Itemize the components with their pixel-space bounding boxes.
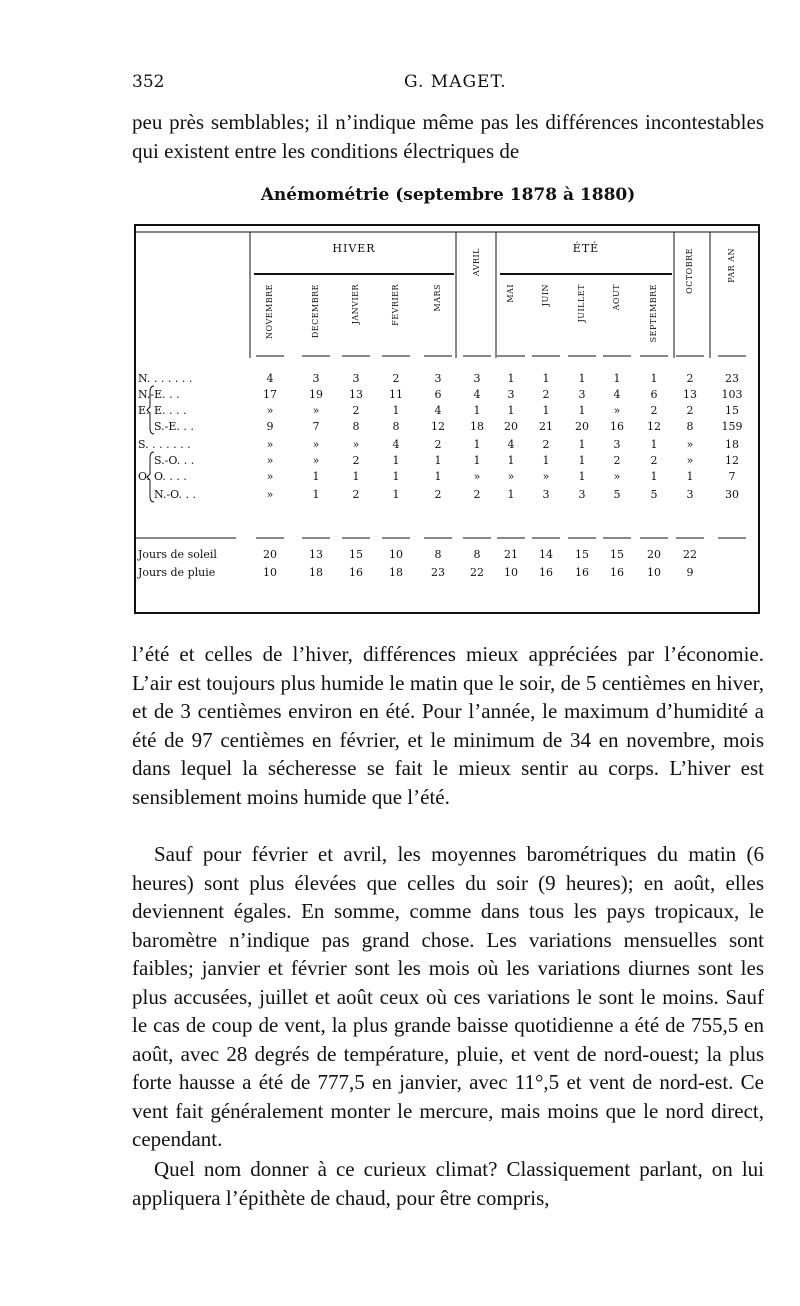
page-number: 352 (132, 72, 165, 92)
cell-r5-c12: 12 (725, 454, 739, 467)
cell-r3-c7: 21 (539, 420, 553, 433)
cell-r5-c0: » (266, 454, 274, 467)
cell-r0-c4: 3 (434, 372, 442, 385)
cell-r0-c8: 1 (578, 372, 586, 385)
cell-r0-c10: 1 (650, 372, 658, 385)
cell-r5-c6: 1 (507, 454, 515, 467)
cell-r5-c8: 1 (578, 454, 586, 467)
cell-r1-c9: 4 (613, 388, 621, 401)
cell-r2-c8: 1 (578, 404, 586, 417)
cell-r6-c3: 1 (392, 470, 400, 483)
row-label-2: E. . . . (154, 404, 187, 417)
column-header-8: JUILLET (577, 284, 586, 323)
cell-r3-c11: 8 (686, 420, 694, 433)
footer-cell-r0-c4: 8 (434, 548, 442, 561)
group-hiver: HIVER (332, 242, 376, 255)
cell-r5-c11: » (686, 454, 694, 467)
cell-r0-c11: 2 (686, 372, 694, 385)
cell-r4-c12: 18 (725, 438, 739, 451)
footer-cell-r1-c10: 10 (647, 566, 661, 579)
cell-r0-c5: 3 (473, 372, 481, 385)
row-label-0: N. . . . . . . (138, 372, 193, 385)
paragraph-barometer: Sauf pour février et avril, les moyennes barométriques du matin (6 heures) sont plus élevées que celles du soir (9 heures); en août, elles deviennent égales. En somme, comme dans tous les pays tropicaux, le baromètre n’indique pas grand chose. Les variations mensuelles sont faibles; janvier et février sont les mois où les variations diurnes sont les plus accusées, juillet et août ceux où ces variations le sont le moins. Sauf le cas de coup de vent, la plus grande baisse quotidienne a été de 755,5 en août, avec 28 degrés de température, pluie, et vent de nord-ouest; la plus forte hausse a été de 777,5 en janvier, avec 11°,5 et vent de nord-est. Ce vent fait généralement monter le mercure, mais moins que le nord direct, cependant. (132, 842, 764, 1151)
cell-r4-c0: » (266, 438, 274, 451)
column-header-12: PAR AN (727, 248, 736, 283)
cell-r2-c3: 1 (392, 404, 400, 417)
cell-r7-c9: 5 (613, 488, 621, 501)
column-header-0: NOVEMBRE (265, 284, 274, 339)
cell-r6-c0: » (266, 470, 274, 483)
cell-r1-c12: 103 (721, 388, 743, 401)
group-ete: ÉTÉ (572, 242, 600, 255)
cell-r5-c10: 2 (650, 454, 658, 467)
cell-r7-c1: 1 (312, 488, 320, 501)
column-header-7: JUIN (541, 284, 550, 307)
cell-r1-c4: 6 (434, 388, 442, 401)
cell-r1-c6: 3 (507, 388, 515, 401)
footer-cell-r1-c5: 22 (470, 566, 484, 579)
column-header-6: MAI (506, 284, 515, 303)
cell-r7-c7: 3 (542, 488, 550, 501)
cell-r4-c1: » (312, 438, 320, 451)
cell-r3-c6: 20 (504, 420, 518, 433)
cell-r2-c12: 15 (725, 404, 739, 417)
cell-r5-c1: » (312, 454, 320, 467)
cell-r0-c2: 3 (352, 372, 360, 385)
cell-r4-c6: 4 (507, 438, 515, 451)
cell-r4-c3: 4 (392, 438, 400, 451)
table-caption: Anémométrie (septembre 1878 à 1880) (260, 185, 636, 205)
cell-r6-c6: » (507, 470, 515, 483)
footer-cell-r1-c8: 16 (575, 566, 589, 579)
cell-r1-c10: 6 (650, 388, 658, 401)
footer-cell-r0-c6: 21 (504, 548, 518, 561)
footer-label-1: Jours de pluie (138, 566, 216, 579)
row-label-7: N.-O. . . (154, 488, 196, 501)
cell-r7-c10: 5 (650, 488, 658, 501)
cell-r6-c5: » (473, 470, 481, 483)
cell-r6-c9: » (613, 470, 621, 483)
footer-cell-r0-c10: 20 (647, 548, 661, 561)
page-header (132, 72, 762, 96)
column-header-4: MARS (433, 284, 442, 312)
cell-r0-c7: 1 (542, 372, 550, 385)
column-header-3: FÉVRIER (391, 284, 400, 326)
cell-r5-c4: 1 (434, 454, 442, 467)
column-header-2: JANVIER (351, 284, 360, 325)
cell-r4-c4: 2 (434, 438, 442, 451)
footer-cell-r1-c9: 16 (610, 566, 624, 579)
cell-r0-c12: 23 (725, 372, 739, 385)
cell-r1-c0: 17 (263, 388, 277, 401)
cell-r1-c7: 2 (542, 388, 550, 401)
cell-r1-c3: 11 (389, 388, 403, 401)
cell-r3-c4: 12 (431, 420, 445, 433)
cell-r5-c3: 1 (392, 454, 400, 467)
cell-r2-c6: 1 (507, 404, 515, 417)
footer-cell-r0-c3: 10 (389, 548, 403, 561)
cell-r3-c9: 16 (610, 420, 624, 433)
cell-r3-c0: 9 (266, 420, 274, 433)
cell-r3-c10: 12 (647, 420, 661, 433)
column-header-10: SEPTEMBRE (649, 284, 658, 343)
anemometry-table (134, 224, 760, 614)
cell-r4-c9: 3 (613, 438, 621, 451)
footer-cell-r0-c11: 22 (683, 548, 697, 561)
footer-cell-r0-c5: 8 (473, 548, 481, 561)
cell-r1-c2: 13 (349, 388, 363, 401)
cell-r7-c0: » (266, 488, 274, 501)
footer-cell-r1-c6: 10 (504, 566, 518, 579)
cell-r2-c0: » (266, 404, 274, 417)
footer-cell-r1-c11: 9 (686, 566, 694, 579)
footer-cell-r1-c7: 16 (539, 566, 553, 579)
cell-r7-c6: 1 (507, 488, 515, 501)
paragraph-humidity: l’été et celles de l’hiver, différences mieux appréciées par l’économie. L’air est toujours plus humide le matin que le soir, de 5 centièmes en hiver, et de 3 centièmes environ en été. Pour l’année, le maximum d’humidité a été de 97 centièmes en février, et le minimum de 34 en novembre, mois dans lequel la sécheresse se fait le mieux sentir au corps. L’hiver est sensiblement moins humide que l’été. (132, 642, 764, 809)
cell-r3-c12: 159 (721, 420, 743, 433)
cell-r2-c4: 4 (434, 404, 442, 417)
cell-r7-c3: 1 (392, 488, 400, 501)
cell-r6-c11: 1 (686, 470, 694, 483)
cell-r3-c5: 18 (470, 420, 484, 433)
column-header-9: AOUT (612, 284, 621, 311)
cell-r2-c2: 2 (352, 404, 360, 417)
column-header-11: OCTOBRE (685, 248, 694, 294)
cell-r3-c1: 7 (312, 420, 320, 433)
cell-r0-c9: 1 (613, 372, 621, 385)
cell-r2-c7: 1 (542, 404, 550, 417)
cell-r4-c10: 1 (650, 438, 658, 451)
row-label-4: S. . . . . . . (138, 438, 191, 451)
cell-r0-c3: 2 (392, 372, 400, 385)
cell-r1-c5: 4 (473, 388, 481, 401)
cell-r7-c8: 3 (578, 488, 586, 501)
cell-r5-c2: 2 (352, 454, 360, 467)
row-label-1: N.-E. . . (138, 388, 180, 401)
cell-r3-c2: 8 (352, 420, 360, 433)
paragraph-intro: peu près semblables; il n’indique même pas les différences incontestables qui existent entre les conditions électriques de (132, 110, 764, 163)
running-title: G. MAGET. (404, 72, 507, 92)
footer-cell-r0-c0: 20 (263, 548, 277, 561)
cell-r5-c9: 2 (613, 454, 621, 467)
cell-r1-c8: 3 (578, 388, 586, 401)
cell-r2-c5: 1 (473, 404, 481, 417)
cell-r3-c3: 8 (392, 420, 400, 433)
cell-r2-c11: 2 (686, 404, 694, 417)
cell-r6-c4: 1 (434, 470, 442, 483)
cell-r4-c7: 2 (542, 438, 550, 451)
footer-cell-r1-c3: 18 (389, 566, 403, 579)
brace-label-o: O. (138, 470, 150, 483)
cell-r0-c1: 3 (312, 372, 320, 385)
footer-cell-r1-c2: 16 (349, 566, 363, 579)
cell-r1-c1: 19 (309, 388, 323, 401)
cell-r4-c5: 1 (473, 438, 481, 451)
cell-r7-c2: 2 (352, 488, 360, 501)
cell-r2-c10: 2 (650, 404, 658, 417)
column-header-5: AVRIL (472, 248, 481, 277)
cell-r6-c10: 1 (650, 470, 658, 483)
cell-r2-c1: » (312, 404, 320, 417)
row-label-3: S.-E. . . (154, 420, 194, 433)
cell-r7-c5: 2 (473, 488, 481, 501)
cell-r6-c8: 1 (578, 470, 586, 483)
brace-label-e: E. (138, 404, 150, 417)
footer-cell-r0-c7: 14 (539, 548, 553, 561)
cell-r7-c4: 2 (434, 488, 442, 501)
cell-r3-c8: 20 (575, 420, 589, 433)
footer-cell-r1-c0: 10 (263, 566, 277, 579)
footer-cell-r0-c8: 15 (575, 548, 589, 561)
cell-r1-c11: 13 (683, 388, 697, 401)
footer-cell-r1-c4: 23 (431, 566, 445, 579)
cell-r5-c7: 1 (542, 454, 550, 467)
cell-r6-c2: 1 (352, 470, 360, 483)
cell-r2-c9: » (613, 404, 621, 417)
paragraph-climate: Quel nom donner à ce curieux climat? Classiquement parlant, on lui appliquera l’épithète de chaud, pour être compris, (132, 1157, 764, 1210)
footer-cell-r1-c1: 18 (309, 566, 323, 579)
cell-r6-c7: » (542, 470, 550, 483)
footer-cell-r0-c1: 13 (309, 548, 323, 561)
cell-r7-c12: 30 (725, 488, 739, 501)
cell-r4-c2: » (352, 438, 360, 451)
cell-r0-c6: 1 (507, 372, 515, 385)
cell-r6-c12: 7 (728, 470, 736, 483)
cell-r6-c1: 1 (312, 470, 320, 483)
cell-r0-c0: 4 (266, 372, 274, 385)
column-header-1: DÉCEMBRE (311, 284, 320, 339)
footer-cell-r0-c9: 15 (610, 548, 624, 561)
row-label-5: S.-O. . . (154, 454, 195, 467)
cell-r4-c8: 1 (578, 438, 586, 451)
cell-r4-c11: » (686, 438, 694, 451)
cell-r5-c5: 1 (473, 454, 481, 467)
cell-r7-c11: 3 (686, 488, 694, 501)
footer-cell-r0-c2: 15 (349, 548, 363, 561)
footer-label-0: Jours de soleil (138, 548, 217, 561)
row-label-6: O. . . . (154, 470, 187, 483)
